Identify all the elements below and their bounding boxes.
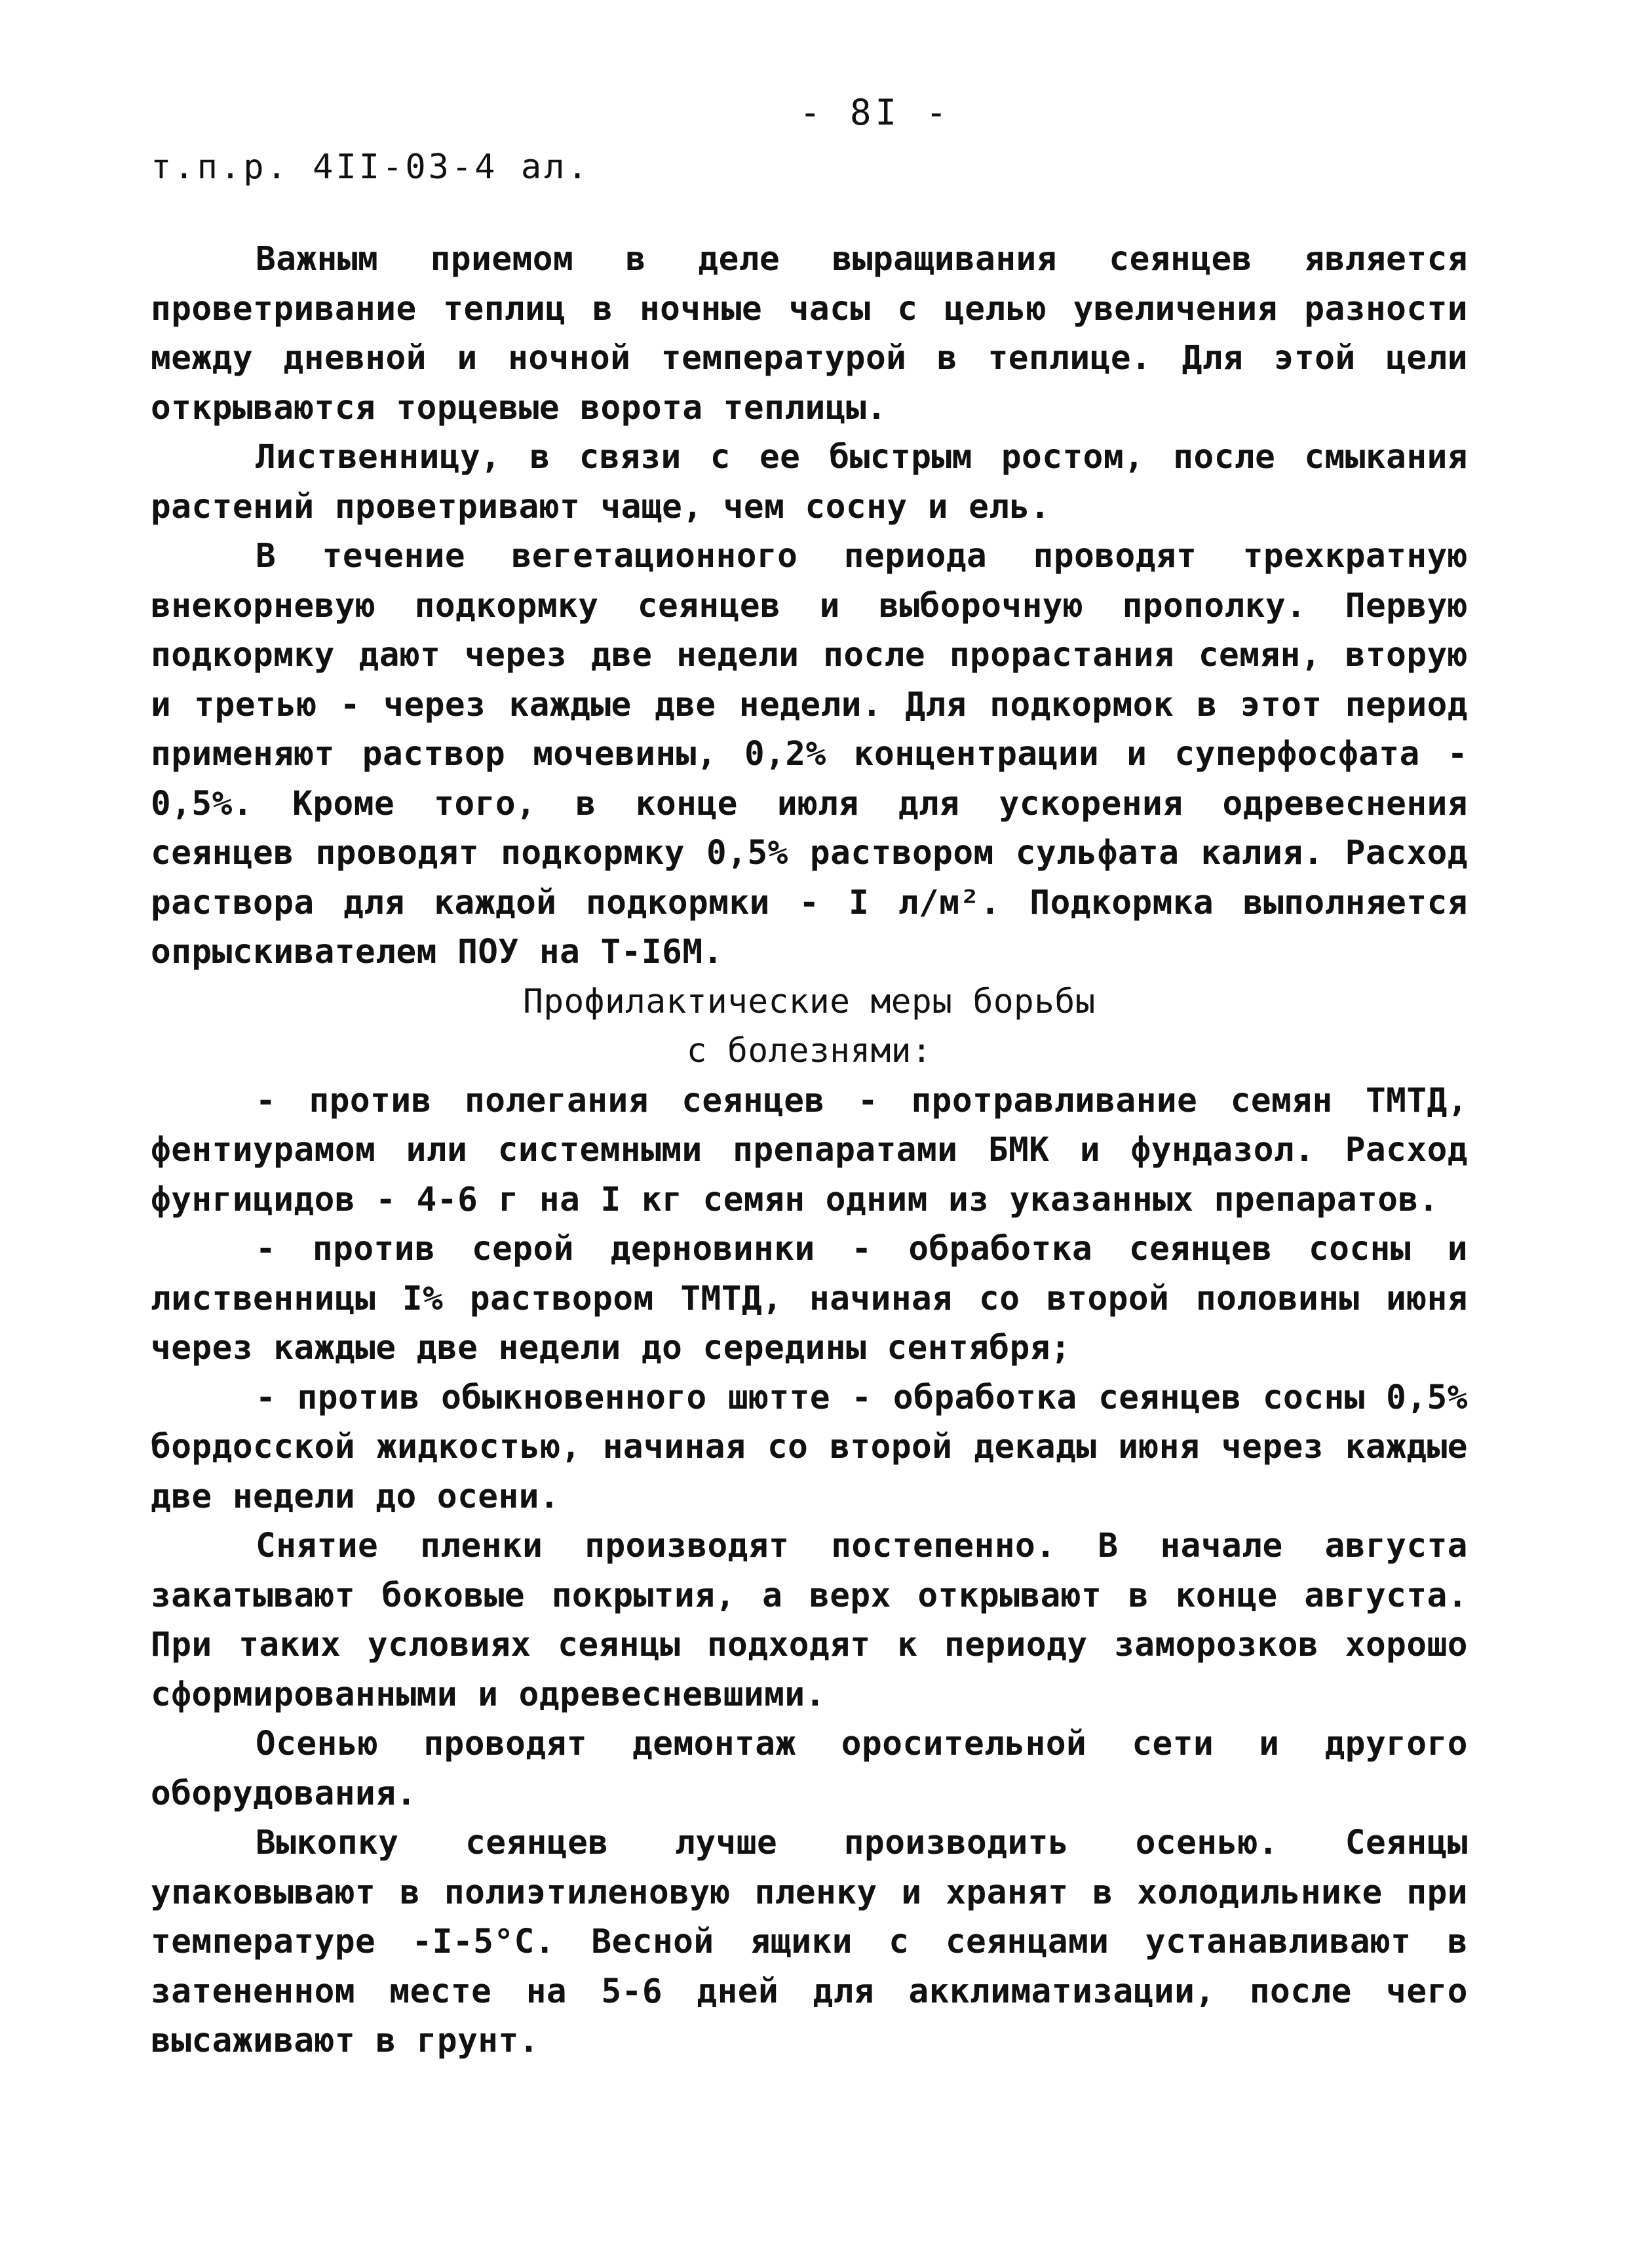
paragraph-feeding: В течение вегетационного периода проводят трехкратную внекорневую подкормку сеянцев и выборочную прополку. Первую подкормку дают через две недели после прорастания семян, вторую и третью - через каждые две недели. Для подкормок в этот период применяют раствор мочевины, 0,2% концентрации и суперфосфата - 0,5%. Кроме того, в конце июля для ускорения одревеснения сеянцев проводят подкормку 0,5% раствором сульфата калия. Расход раствора для каждой подкормки - I л/м². Подкормка выполняется опрыскивателем ПОУ на Т-I6М. — [151, 537, 1468, 971]
paragraph-digging: Выкопку сеянцев лучше производить осенью. Сеянцы упаковывают в полиэтиленовую пленку и хранят в холодильнике при температуре -I-5°С. Весной ящики с сеянцами устанавливают в затененном месте на 5-6 дней для акклиматизации, после чего высаживают в грунт. — [151, 1824, 1468, 2060]
document-code: т.п.р. 4II-03-4 ал. — [151, 147, 590, 187]
paragraph-ventilation: Важным приемом в деле выращивания сеянцев является проветривание теплиц в ночные часы с целью увеличения разности между дневной и ночной температурой в теплице. Для этой цели открываются торцевые ворота теплицы. — [151, 240, 1468, 427]
document-body — [151, 235, 1468, 2066]
measure-shutte: - против обыкновенного шютте - обработка сеянцев сосны 0,5% бордосской жидкостью, начиная со второй декады июня через каждые две недели до осени. — [151, 1378, 1468, 1516]
measure-grey-sod: - против серой дерновинки - обработка сеянцев сосны и лиственницы I% раствором ТМТД, начиная со второй половины июня через каждые две недели до середины сентября; — [151, 1230, 1468, 1367]
section-heading-line-1: Профилактические меры борьбы — [523, 982, 1096, 1021]
paragraph-dismantling: Осенью проводят демонтаж оросительной сети и другого оборудования. — [151, 1725, 1468, 1813]
page-number: - 8I - — [799, 92, 951, 133]
measure-lodging: - против полегания сеянцев - протравливание семян ТМТД, фентиурамом или системными препаратами БМК и фундазол. Расход фунгицидов - 4-6 г на I кг семян одним из указанных препаратов. — [151, 1081, 1468, 1219]
paragraph-larch: Лиственницу, в связи с ее быстрым ростом, после смыкания растений проветривают чаще, чем сосну и ель. — [151, 438, 1468, 526]
paragraph-film-removal: Снятие пленки производят постепенно. В начале августа закатывают боковые покрытия, а верх открывают в конце августа. При таких условиях сеянцы подходят к периоду заморозков хорошо сформированными и одревесневшими. — [151, 1527, 1468, 1714]
section-heading-line-2: с болезнями: — [686, 1032, 932, 1070]
